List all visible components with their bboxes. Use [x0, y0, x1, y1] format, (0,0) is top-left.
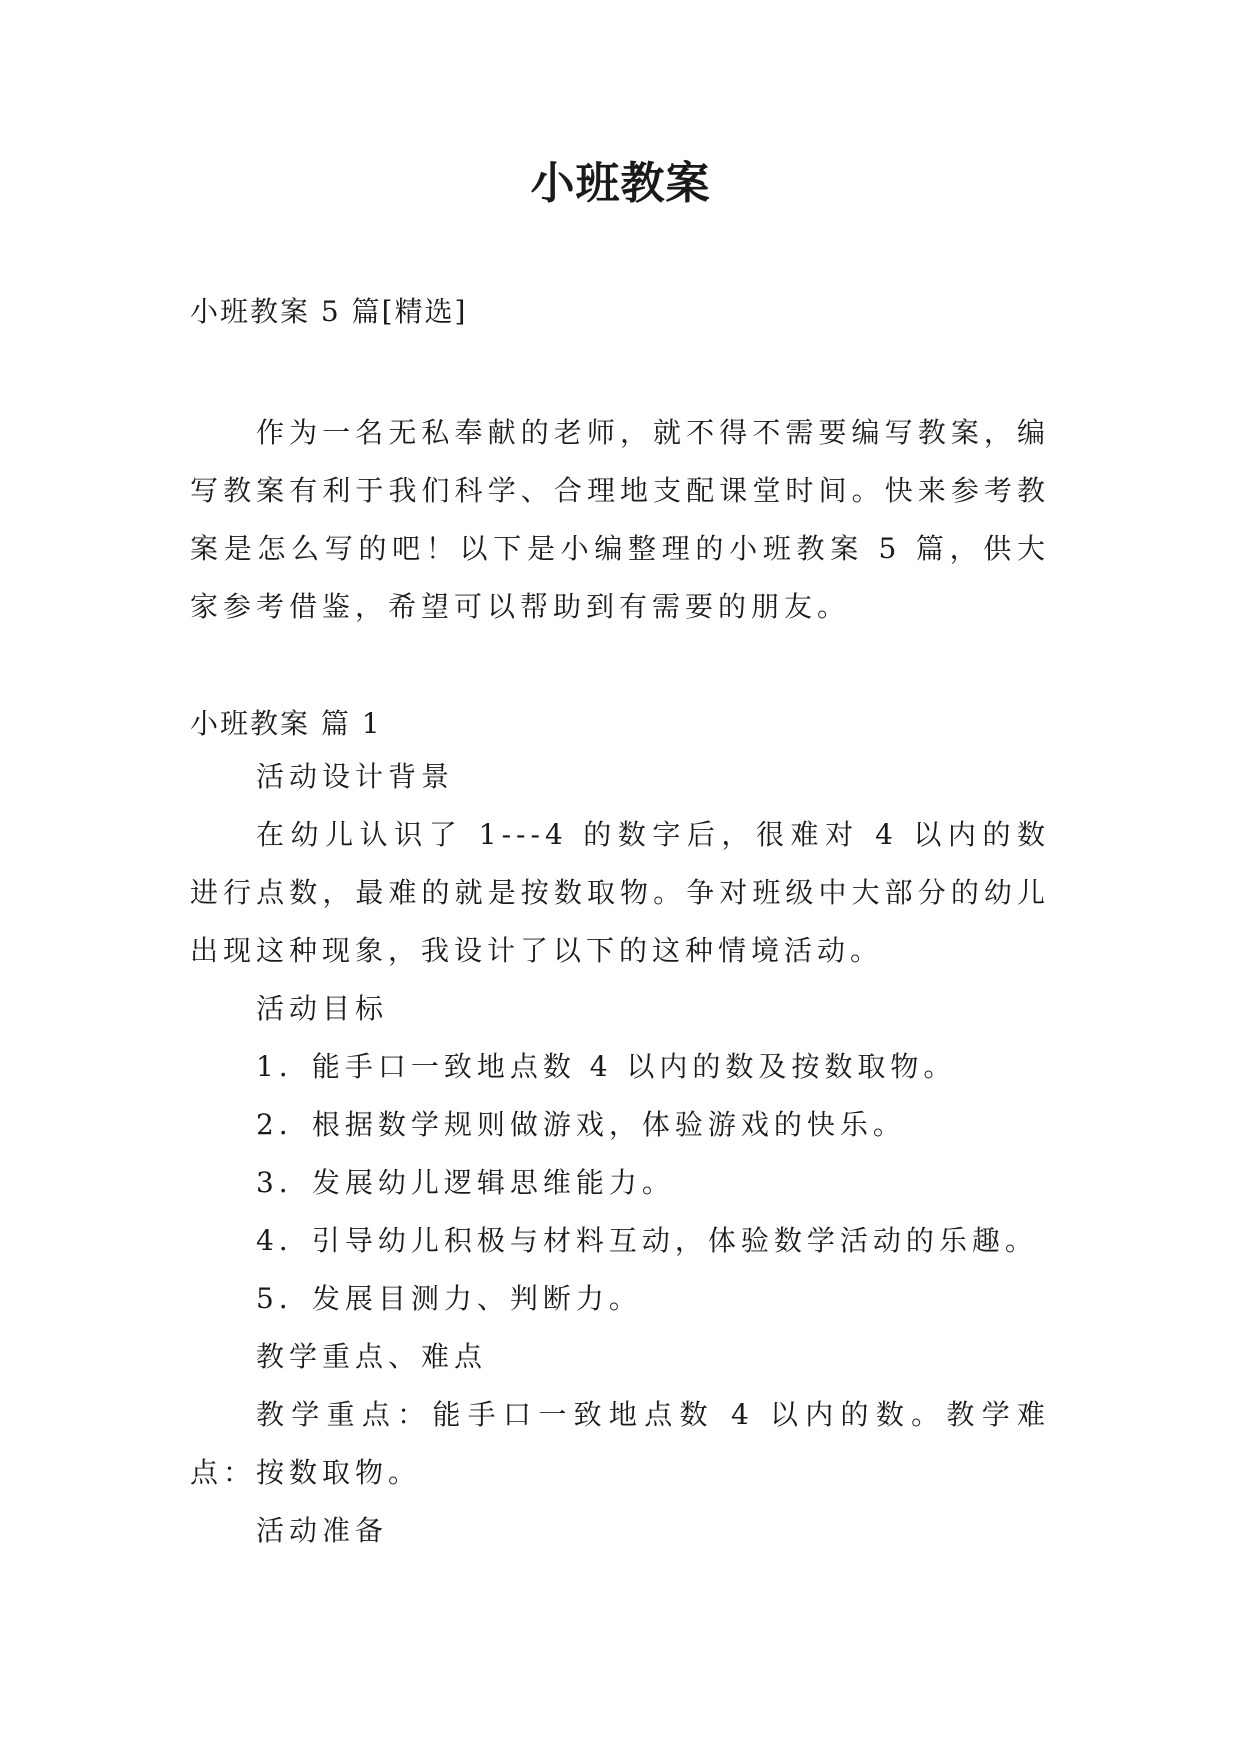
- goal-item-3: 3．发展幼儿逻辑思维能力。: [256, 1166, 675, 1199]
- intro-paragraph: 作为一名无私奉献的老师，就不得不需要编写教案，编写教案有利于我们科学、合理地支配课堂时间。快来参考教案是怎么写的吧！以下是小编整理的小班教案 5 篇，供大家参考借鉴，希望可以帮助到有需要的朋友。: [190, 416, 1050, 623]
- key-points-heading: 教学重点、难点: [256, 1340, 488, 1373]
- section-1-heading: 小班教案 篇 1: [190, 707, 382, 740]
- preparation-heading: 活动准备: [256, 1514, 389, 1547]
- goal-item-4: 4．引导幼儿积极与材料互动，体验数学活动的乐趣。: [256, 1224, 1038, 1257]
- document-subtitle: 小班教案 5 篇[精选]: [190, 295, 468, 328]
- section-1-body: [190, 748, 1050, 1560]
- goal-item-2: 2．根据数学规则做游戏，体验游戏的快乐。: [256, 1108, 906, 1141]
- key-points-paragraph: 教学重点：能手口一致地点数 4 以内的数。教学难点：按数取物。: [190, 1398, 1050, 1489]
- document-title: 小班教案: [530, 158, 711, 209]
- goals-heading: 活动目标: [256, 992, 389, 1025]
- background-paragraph: 在幼儿认识了 1---4 的数字后，很难对 4 以内的数进行点数，最难的就是按数取物。争对班级中大部分的幼儿出现这种现象，我设计了以下的这种情境活动。: [190, 818, 1050, 967]
- goal-item-1: 1．能手口一致地点数 4 以内的数及按数取物。: [256, 1050, 957, 1083]
- background-heading: 活动设计背景: [256, 760, 455, 793]
- goal-item-5: 5．发展目测力、判断力。: [256, 1282, 642, 1315]
